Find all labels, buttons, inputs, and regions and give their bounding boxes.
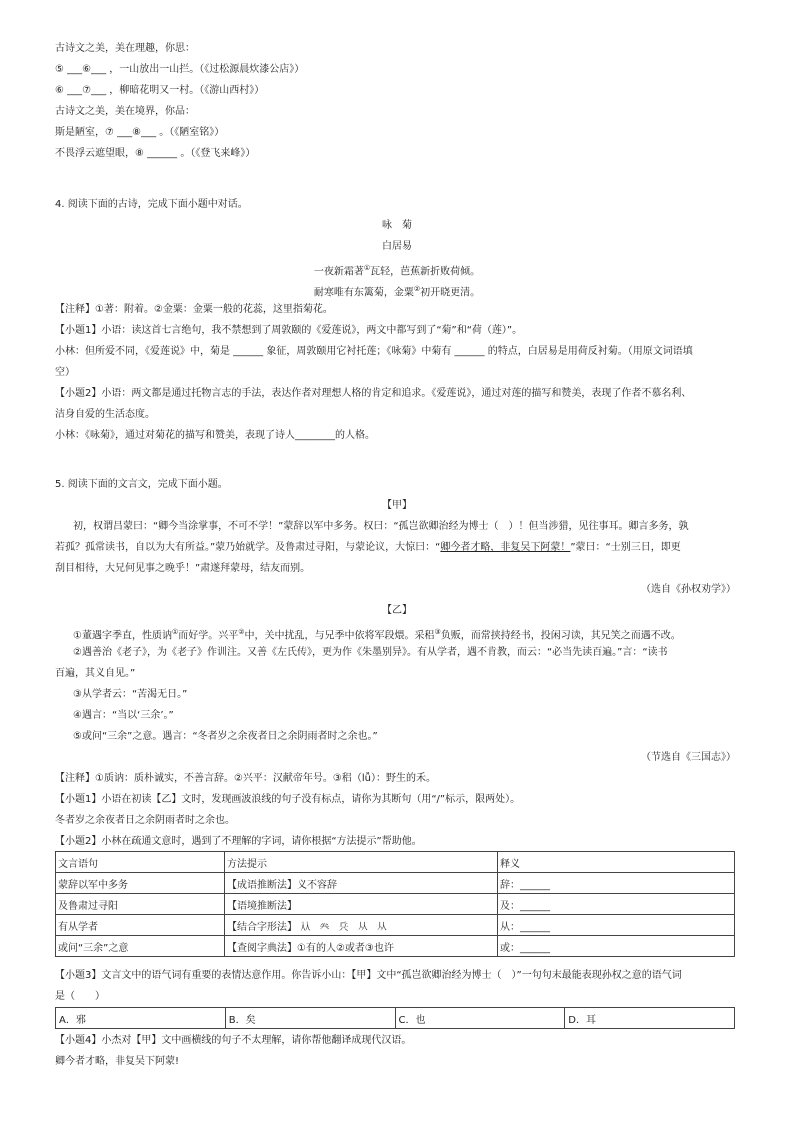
table-header: 方法提示 (225, 852, 498, 873)
text-line: 古诗文之美，美在境界，你品： (55, 106, 195, 117)
sub-question-4: 【小题4】小杰对【甲】文中画横线的句子不太理解，请你帮他翻译成现代汉语。 (55, 1035, 412, 1046)
table-cell: 【结合字形法】 𠓜 𠔉 𠔊 从 从 (225, 915, 498, 936)
poem-author: 白居易 (382, 241, 412, 252)
answer-options (55, 1007, 735, 1029)
text-line: 卿今者才略，非复吴下阿蒙! (55, 1056, 180, 1067)
text-line: 冬者岁之余夜者日之余阴雨者时之余也。 (55, 815, 235, 826)
question-heading: 4. 阅读下面的古诗，完成下面小题中对话。 (55, 199, 248, 210)
table-cell: 【语境推断法】 (225, 894, 498, 915)
table-row (56, 894, 735, 915)
fill-blank-line: ⑥ ___⑦___ ，柳暗花明又一村。（《游山西村》） (55, 85, 265, 96)
passage-b-line: ⑤或问“三余”之意。遇言：“冬者岁之余夜者日之余阴雨者时之余也。” (73, 731, 378, 742)
underlined-sentence: 卿今者才略，非复吴下阿蒙！ (440, 542, 571, 553)
character-forms: 𠓜 𠔉 𠔊 从 从 (300, 921, 390, 933)
table-cell: 蒙辞以军中多务 (56, 873, 225, 894)
table-cell: 或：______ (498, 936, 735, 957)
fill-blank-line: ⑤ ___⑥___ ，一山放出一山拦。（《过松源晨炊漆公店》） (55, 64, 305, 75)
question-heading: 5. 阅读下面的文言文，完成下面小题。 (55, 479, 228, 490)
note: 【注释】①著：附着。②金粟：金粟一般的花蕊，这里指菊花。 (55, 304, 333, 315)
table-row (56, 915, 735, 936)
table-header: 文言语句 (56, 852, 225, 873)
passage-b-label: 【乙】 (382, 605, 412, 616)
poem-line-2: 耐寒唯有东篱菊，金粟②初开晓更清。 (313, 285, 481, 299)
table-cell: 及：______ (498, 894, 735, 915)
fill-blank-line: 不畏浮云遮望眼，⑧ ______ 。（《登飞来峰》） (55, 148, 256, 159)
passage-b-line: ③从学者云：“苦渴无日。” (73, 689, 188, 700)
option-d[interactable]: D．耳 (565, 1008, 735, 1029)
passage-b-line: ④遇言：“当以‘三余’。” (73, 710, 174, 721)
table-cell: 从：______ (498, 915, 735, 936)
passage-a-line: 刮目相待，大兄何见事之晚乎！”肃遂拜蒙母，结友而别。 (55, 563, 311, 574)
sub-question-2: 【小题2】小林在疏通文意时，遇到了不理解的字词，请你根据“方法提示”帮助他。 (55, 836, 422, 847)
note: 【注释】①质讷：质朴诚实，不善言辞。②兴平：汉献帝年号。③稆（lǚ）：野生的禾。 (55, 773, 437, 784)
table-cell: 辞：______ (498, 873, 735, 894)
passage-b-line: 百遍，其义自见。” (55, 668, 136, 679)
fill-blank-line: 斯是陋室，⑦ ___⑧___ 。（《陋室铭》） (55, 127, 225, 138)
vocab-table (55, 851, 735, 957)
table-cell: 有从学者 (56, 915, 225, 936)
text-line: 洁身自爱的生活态度。 (55, 409, 155, 420)
table-cell: 及鲁肃过寻阳 (56, 894, 225, 915)
sub-question-1: 【小题1】小语在初读【乙】文时，发现画波浪线的句子没有标点，请你为其断句（用“/”标示，限两处）。 (55, 794, 521, 805)
table-row (56, 873, 735, 894)
passage-b-line: ②遇善治《老子》，为《老子》作训注。又善《左氏传》，更为作《朱墨别异》。有从学者，遇不肯教，而云：“必当先读百遍。”言：“读书 (73, 647, 668, 658)
table-cell: 【查阅字典法】①有的人②或者③也许 (225, 936, 498, 957)
text-line: 是（ ） (55, 991, 105, 1002)
passage-b-line: ①董遇字季直，性质讷①而好学。兴平②中，关中扰乱，与兄季中依将军段煨。采稆③负贩，而常挟持经书，投闲习读，其兄笑之而遇不改。 (73, 628, 681, 642)
text-line: 空） (55, 367, 75, 378)
text-line: 小林：《咏菊》，通过对菊花的描写和赞美，表现了诗人________的人格。 (55, 430, 375, 441)
poem-line-1: 一夜新霜著①瓦轻，芭蕉新折败荷倾。 (313, 264, 481, 278)
text-line: 古诗文之美，美在理趣，你思： (55, 43, 195, 54)
sub-question-1: 【小题1】小语：读这首七言绝句，我不禁想到了周敦颐的《爱莲说》，两文中都写到了“菊”和“荷（莲）”。 (55, 325, 523, 336)
table-cell: 【成语推断法】义不容辞 (225, 873, 498, 894)
option-a[interactable]: A．邪 (56, 1008, 226, 1029)
option-c[interactable]: C．也 (395, 1008, 565, 1029)
passage-a-line: 若孤？孤常读书，自以为大有所益。”蒙乃始就学。及鲁肃过寻阳，与蒙论议，大惊曰：“卿今者才略，非复吴下阿蒙！”蒙曰：“士别三日，即更 (55, 542, 681, 553)
passage-a-label: 【甲】 (382, 500, 412, 511)
table-row (56, 936, 735, 957)
poem-title: 咏 菊 (382, 220, 412, 231)
table-cell: 或问“三余”之意 (56, 936, 225, 957)
table-header-row (56, 852, 735, 873)
table-header: 释义 (498, 852, 735, 873)
sub-question-2: 【小题2】小语：两文都是通过托物言志的手法，表达作者对理想人格的肯定和追求。《爱莲说》，通过对莲的描写和赞美，表现了作者不慕名利、 (55, 388, 692, 399)
sub-question-3: 【小题3】文言文中的语气词有重要的表情达意作用。你告诉小山：【甲】文中“孤岂欲卿治经为博士（ ）”一句句末最能表现孙权之意的语气词 (55, 970, 682, 981)
source-citation: （选自《孙权劝学》） (641, 584, 736, 595)
source-citation: （节选自《三国志》） (641, 752, 736, 763)
text-line: 小林：但所爱不同，《爱莲说》中，菊是 ______ 象征，周敦颐用它衬托莲；《咏菊》中菊有 ______ 的特点，白居易是用荷反衬菊。（用原文词语填 (55, 346, 693, 357)
passage-a-line: 初，权谓吕蒙曰：“卿今当涂掌事，不可不学！”蒙辞以军中多务。权曰：“孤岂欲卿治经为博士（ ）！但当涉猎，见往事耳。卿言多务，孰 (73, 521, 689, 532)
option-b[interactable]: B．矣 (225, 1008, 395, 1029)
